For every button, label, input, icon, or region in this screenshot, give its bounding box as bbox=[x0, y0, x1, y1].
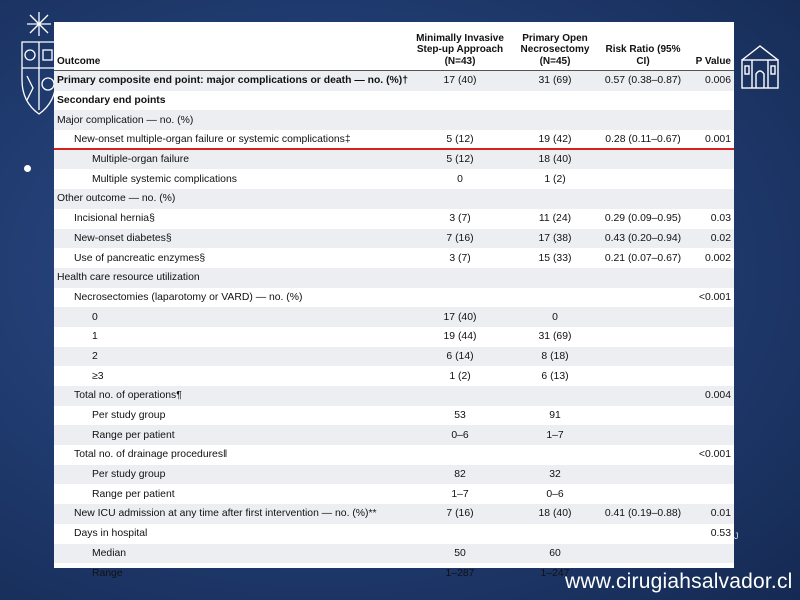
cell-p-value bbox=[684, 406, 734, 426]
cell-risk-ratio bbox=[602, 386, 684, 406]
cell-step-up: 19 (44) bbox=[443, 331, 477, 343]
cell-p-value bbox=[684, 169, 734, 189]
row-label: Range bbox=[92, 567, 123, 579]
cell-risk-ratio bbox=[602, 406, 684, 426]
cell-open-necrosectomy: 1–247 bbox=[540, 567, 570, 579]
row-label: Health care resource utilization bbox=[54, 268, 412, 288]
cell-open-necrosectomy bbox=[508, 524, 602, 544]
cell-open-necrosectomy: 1 (2) bbox=[544, 173, 566, 185]
row-label: Days in hospital bbox=[74, 528, 148, 540]
header-open-necrosectomy: Primary Open Necrosectomy (N=45) bbox=[508, 22, 602, 71]
cell-p-value bbox=[684, 425, 734, 445]
table-row bbox=[54, 366, 734, 386]
cell-p-value: 0.002 bbox=[704, 252, 731, 264]
cell-risk-ratio bbox=[602, 524, 684, 544]
cell-step-up: 6 (14) bbox=[412, 347, 508, 367]
cell-open-necrosectomy: 0 bbox=[508, 307, 602, 327]
cell-step-up: 0 bbox=[457, 173, 463, 185]
row-label: Median bbox=[54, 544, 412, 564]
cell-p-value: 0.006 bbox=[684, 71, 734, 91]
cell-step-up: 1–7 bbox=[451, 488, 469, 500]
cell-step-up bbox=[412, 91, 508, 111]
cell-risk-ratio bbox=[602, 347, 684, 367]
cell-step-up: 53 bbox=[454, 410, 466, 422]
row-label: Other outcome — no. (%) bbox=[54, 189, 412, 209]
cell-step-up: 7 (16) bbox=[412, 504, 508, 524]
row-label: Per study group bbox=[54, 465, 412, 485]
cell-risk-ratio: 0.28 (0.11–0.67) bbox=[605, 134, 681, 146]
table-row bbox=[54, 307, 734, 327]
table-row bbox=[54, 504, 734, 524]
row-label: 1 bbox=[92, 331, 98, 343]
row-label: Necrosectomies (laparotomy or VARD) — no. (%) bbox=[74, 291, 303, 303]
row-label: Major complication — no. (%) bbox=[54, 110, 412, 130]
cell-p-value bbox=[684, 91, 734, 111]
table-row bbox=[54, 209, 734, 229]
cell-step-up: 17 (40) bbox=[412, 71, 508, 91]
cell-open-necrosectomy: 11 (24) bbox=[538, 213, 572, 225]
table-row bbox=[54, 288, 734, 308]
row-label: Total no. of drainage procedures‖ bbox=[74, 449, 228, 461]
row-label: Range per patient bbox=[54, 425, 412, 445]
table-row bbox=[54, 189, 734, 209]
cell-step-up: 17 (40) bbox=[412, 307, 508, 327]
cell-risk-ratio bbox=[602, 544, 684, 564]
cell-risk-ratio bbox=[602, 169, 684, 189]
cell-step-up: 82 bbox=[412, 465, 508, 485]
row-label: ≥3 bbox=[92, 370, 104, 382]
table-row bbox=[54, 406, 734, 426]
row-label: Incisional hernia§ bbox=[74, 213, 155, 225]
cell-step-up bbox=[412, 445, 508, 465]
table-row bbox=[54, 130, 734, 150]
cell-step-up bbox=[412, 189, 508, 209]
cell-step-up: 5 (12) bbox=[412, 150, 508, 170]
cell-risk-ratio bbox=[602, 268, 684, 288]
table-row bbox=[54, 386, 734, 406]
cell-p-value: 0.001 bbox=[704, 134, 731, 146]
cell-p-value: 0.02 bbox=[684, 229, 734, 249]
cell-open-necrosectomy bbox=[508, 268, 602, 288]
cell-open-necrosectomy bbox=[508, 189, 602, 209]
table-row bbox=[54, 229, 734, 249]
cell-p-value bbox=[684, 307, 734, 327]
cell-open-necrosectomy: 60 bbox=[508, 544, 602, 564]
cell-risk-ratio bbox=[602, 150, 684, 170]
table-row bbox=[54, 484, 734, 504]
cell-step-up bbox=[412, 386, 508, 406]
cell-p-value: 0.53 bbox=[710, 528, 731, 540]
table-row bbox=[54, 248, 734, 268]
slide-reference: J bbox=[734, 531, 739, 541]
cell-risk-ratio bbox=[602, 91, 684, 111]
cell-step-up bbox=[412, 524, 508, 544]
table-row bbox=[54, 91, 734, 111]
row-label: Total no. of operations¶ bbox=[54, 386, 412, 406]
cell-step-up bbox=[412, 288, 508, 308]
header-outcome: Outcome bbox=[54, 22, 412, 71]
header-p-value: P Value bbox=[684, 22, 734, 71]
cell-p-value bbox=[684, 327, 734, 347]
cell-step-up: 1–287 bbox=[445, 567, 475, 579]
cell-open-necrosectomy: 19 (42) bbox=[538, 134, 572, 146]
cell-p-value: <0.001 bbox=[698, 291, 731, 303]
hospital-building-logo bbox=[738, 40, 782, 92]
cell-step-up: 1 (2) bbox=[449, 370, 471, 382]
header-risk-ratio: Risk Ratio (95% CI) bbox=[602, 22, 684, 71]
row-label: Primary composite end point: major complications or death — no. (%)† bbox=[54, 71, 412, 91]
cell-open-necrosectomy: 17 (38) bbox=[508, 229, 602, 249]
highlight-underline bbox=[54, 148, 734, 150]
cell-step-up: 3 (7) bbox=[449, 213, 471, 225]
cell-open-necrosectomy: 8 (18) bbox=[508, 347, 602, 367]
table-row bbox=[54, 71, 734, 91]
table-row bbox=[54, 327, 734, 347]
header-step-up: Minimally Invasive Step-up Approach (N=43) bbox=[412, 22, 508, 71]
table-row bbox=[54, 150, 734, 170]
table-row bbox=[54, 347, 734, 367]
cell-open-necrosectomy: 31 (69) bbox=[508, 71, 602, 91]
cell-open-necrosectomy: 91 bbox=[549, 410, 561, 422]
row-label: New ICU admission at any time after first intervention — no. (%)** bbox=[54, 504, 412, 524]
cell-p-value bbox=[684, 110, 734, 130]
row-label: Secondary end points bbox=[57, 95, 166, 107]
cell-p-value bbox=[684, 268, 734, 288]
cell-step-up: 50 bbox=[412, 544, 508, 564]
cell-open-necrosectomy: 18 (40) bbox=[508, 504, 602, 524]
table-row bbox=[54, 524, 734, 544]
cell-step-up: 0–6 bbox=[412, 425, 508, 445]
secondary-outcomes-table bbox=[54, 22, 734, 583]
row-label: New-onset diabetes§ bbox=[54, 229, 412, 249]
cell-risk-ratio bbox=[602, 425, 684, 445]
row-label: Multiple systemic complications bbox=[92, 173, 237, 185]
cell-p-value bbox=[684, 465, 734, 485]
cell-step-up: 3 (7) bbox=[449, 252, 471, 264]
cell-p-value bbox=[684, 484, 734, 504]
cell-open-necrosectomy: 18 (40) bbox=[508, 150, 602, 170]
cell-risk-ratio bbox=[602, 110, 684, 130]
cell-open-necrosectomy bbox=[508, 91, 602, 111]
row-label: Multiple-organ failure bbox=[54, 150, 412, 170]
cell-risk-ratio bbox=[602, 189, 684, 209]
cell-risk-ratio bbox=[602, 366, 684, 386]
cell-risk-ratio: 0.43 (0.20–0.94) bbox=[602, 229, 684, 249]
cell-p-value: <0.001 bbox=[698, 449, 731, 461]
cell-risk-ratio bbox=[602, 445, 684, 465]
cell-open-necrosectomy bbox=[508, 110, 602, 130]
row-label: 2 bbox=[54, 347, 412, 367]
cell-open-necrosectomy: 32 bbox=[508, 465, 602, 485]
table-row bbox=[54, 268, 734, 288]
cell-open-necrosectomy bbox=[508, 386, 602, 406]
table-row bbox=[54, 110, 734, 130]
cell-step-up: 5 (12) bbox=[446, 134, 474, 146]
cell-p-value: 0.004 bbox=[684, 386, 734, 406]
cell-risk-ratio: 0.41 (0.19–0.88) bbox=[602, 504, 684, 524]
cell-p-value bbox=[684, 150, 734, 170]
table-row bbox=[54, 544, 734, 564]
table-row bbox=[54, 465, 734, 485]
cell-open-necrosectomy: 15 (33) bbox=[538, 252, 572, 264]
cell-open-necrosectomy bbox=[508, 445, 602, 465]
cell-open-necrosectomy bbox=[508, 288, 602, 308]
table-header-row bbox=[54, 22, 734, 71]
table-row bbox=[54, 425, 734, 445]
cell-risk-ratio bbox=[602, 465, 684, 485]
cell-p-value bbox=[684, 544, 734, 564]
cell-risk-ratio bbox=[602, 327, 684, 347]
cell-risk-ratio: 0.21 (0.07–0.67) bbox=[604, 252, 682, 264]
results-table-panel bbox=[54, 22, 734, 579]
row-label: New-onset multiple-organ failure or systemic complications‡ bbox=[74, 134, 351, 146]
cell-risk-ratio bbox=[602, 288, 684, 308]
cell-open-necrosectomy: 0–6 bbox=[546, 488, 564, 500]
cell-step-up bbox=[412, 268, 508, 288]
cell-p-value: 0.03 bbox=[710, 213, 731, 225]
cell-step-up: 7 (16) bbox=[412, 229, 508, 249]
cell-p-value bbox=[684, 366, 734, 386]
row-label: Range per patient bbox=[92, 488, 175, 500]
cell-risk-ratio: 0.29 (0.09–0.95) bbox=[604, 213, 682, 225]
table-row bbox=[54, 445, 734, 465]
cell-risk-ratio: 0.57 (0.38–0.87) bbox=[602, 71, 684, 91]
cell-p-value bbox=[684, 347, 734, 367]
cell-open-necrosectomy: 6 (13) bbox=[541, 370, 569, 382]
row-label: Use of pancreatic enzymes§ bbox=[74, 252, 206, 264]
cell-risk-ratio bbox=[602, 484, 684, 504]
table-row bbox=[54, 169, 734, 189]
row-label: Per study group bbox=[92, 410, 166, 422]
row-label: 0 bbox=[54, 307, 412, 327]
cell-step-up bbox=[412, 110, 508, 130]
cell-p-value bbox=[684, 189, 734, 209]
slide-bullet bbox=[24, 165, 31, 172]
cell-p-value: 0.01 bbox=[684, 504, 734, 524]
cell-open-necrosectomy: 31 (69) bbox=[538, 331, 572, 343]
website-url: www.cirugiahsalvador.cl bbox=[565, 570, 793, 593]
cell-open-necrosectomy: 1–7 bbox=[508, 425, 602, 445]
cell-risk-ratio bbox=[602, 307, 684, 327]
